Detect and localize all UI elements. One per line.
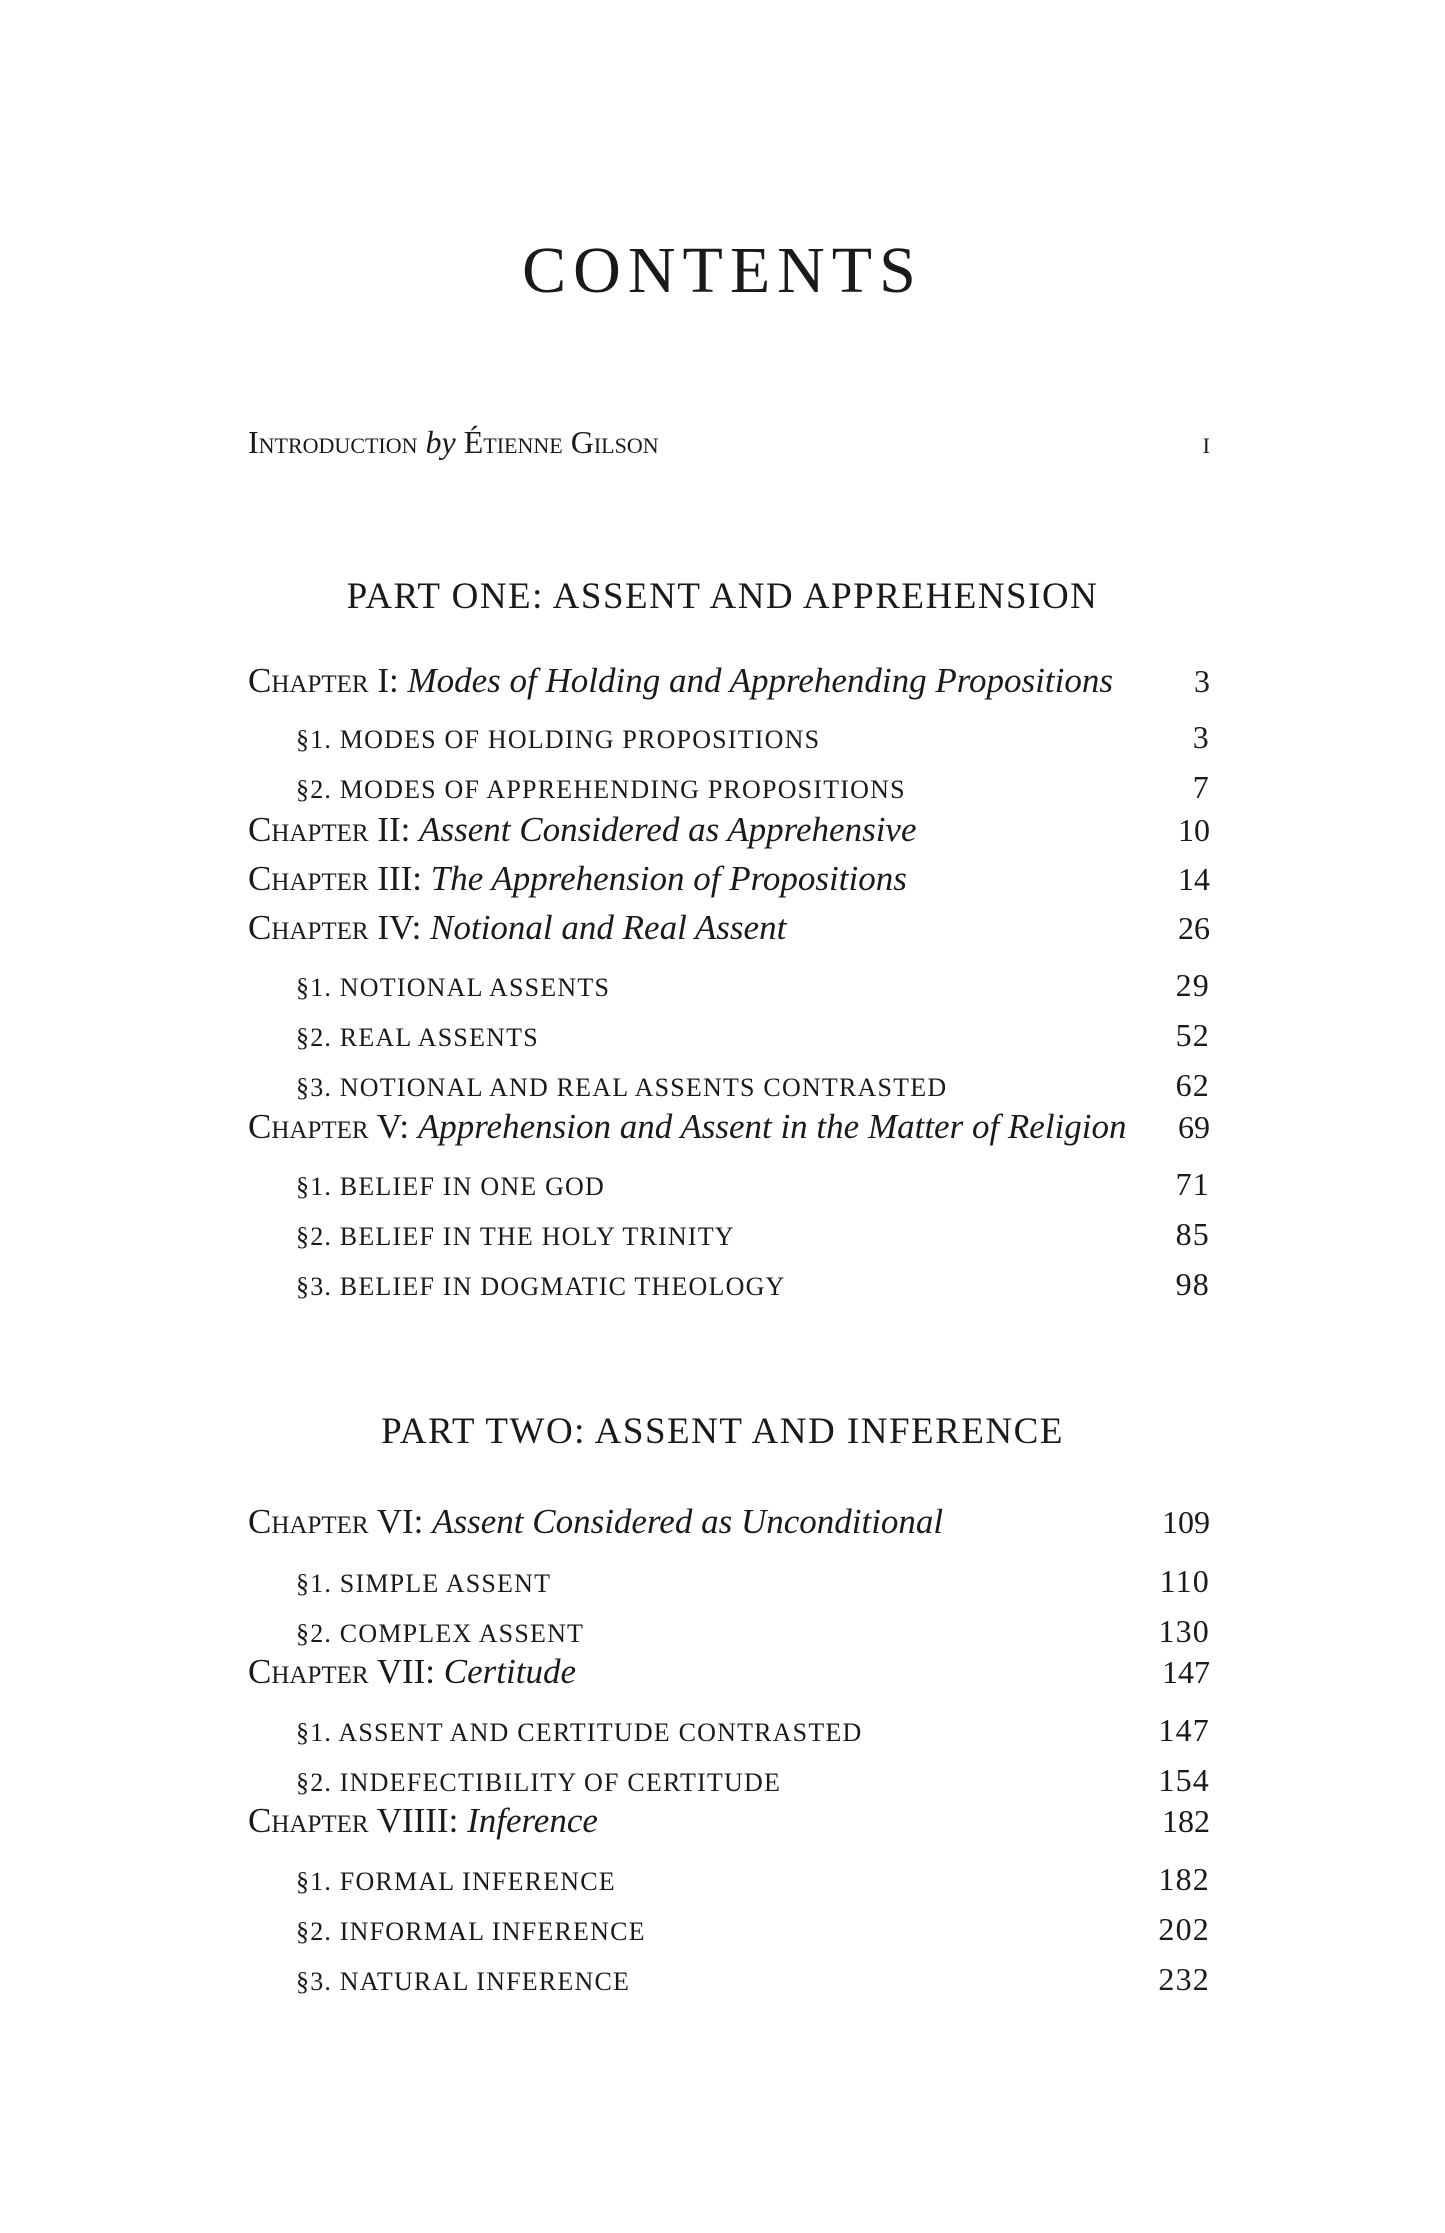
chapter-prefix: Chapter VIIII: bbox=[248, 1801, 459, 1840]
chapter-title: Notional and Real Assent bbox=[430, 908, 787, 947]
page-number: 10 bbox=[1178, 812, 1210, 848]
toc-entry-section[interactable] bbox=[248, 1861, 1210, 1898]
page-number: 71 bbox=[1175, 1166, 1210, 1202]
chapter-title: Assent Considered as Unconditional bbox=[432, 1502, 944, 1541]
page-number: 109 bbox=[1162, 1504, 1210, 1540]
toc-entry-section[interactable] bbox=[248, 1017, 1210, 1054]
page-number: 85 bbox=[1175, 1216, 1210, 1252]
toc-entry-section[interactable] bbox=[248, 1216, 1210, 1253]
toc-entry-introduction[interactable] bbox=[248, 424, 1210, 461]
page-number: 130 bbox=[1158, 1613, 1210, 1649]
section-label: §2. REAL ASSENTS bbox=[296, 1023, 539, 1052]
section-label: §2. COMPLEX ASSENT bbox=[296, 1619, 585, 1648]
page-number: 62 bbox=[1175, 1067, 1210, 1103]
section-label: §1. ASSENT AND CERTITUDE CONTRASTED bbox=[296, 1718, 863, 1747]
chapter-prefix: Chapter II: bbox=[248, 810, 411, 849]
section-label: §2. INDEFECTIBILITY OF CERTITUDE bbox=[296, 1768, 782, 1797]
toc-entry-section[interactable] bbox=[248, 1712, 1210, 1749]
page-number: 147 bbox=[1162, 1654, 1210, 1690]
toc-entry-section[interactable] bbox=[248, 769, 1210, 806]
toc-entry-section[interactable] bbox=[248, 1911, 1210, 1948]
chapter-prefix: Chapter VII: bbox=[248, 1652, 436, 1691]
page-number: 98 bbox=[1175, 1266, 1210, 1302]
page-number: 3 bbox=[1192, 719, 1210, 755]
section-label: §1. FORMAL INFERENCE bbox=[296, 1867, 616, 1896]
page-number: 7 bbox=[1192, 769, 1210, 805]
chapter-title: Apprehension and Assent in the Matter of Religion bbox=[417, 1107, 1127, 1146]
chapter-prefix: Chapter V: bbox=[248, 1107, 410, 1146]
page-number: 26 bbox=[1178, 910, 1210, 946]
toc-entry-chapter-6[interactable] bbox=[248, 1502, 1210, 1542]
section-label: §3. NOTIONAL AND REAL ASSENTS CONTRASTED bbox=[296, 1073, 948, 1102]
chapter-title: The Apprehension of Propositions bbox=[430, 859, 907, 898]
page-number: 29 bbox=[1175, 967, 1210, 1003]
section-label: §3. BELIEF IN DOGMATIC THEOLOGY bbox=[296, 1272, 786, 1301]
chapter-prefix: Chapter IV: bbox=[248, 908, 422, 947]
chapter-prefix: Chapter VI: bbox=[248, 1502, 424, 1541]
section-label: §1. MODES OF HOLDING PROPOSITIONS bbox=[296, 725, 821, 754]
part-heading-one: PART ONE: ASSENT AND APPREHENSION bbox=[346, 576, 1099, 617]
chapter-title: Inference bbox=[467, 1801, 598, 1840]
toc-entry-chapter-1[interactable] bbox=[248, 661, 1210, 701]
page-number: 147 bbox=[1158, 1712, 1210, 1748]
intro-page-number: i bbox=[1202, 424, 1210, 460]
chapter-prefix: Chapter III: bbox=[248, 859, 423, 898]
toc-entry-section[interactable] bbox=[248, 1762, 1210, 1799]
page-number: 3 bbox=[1194, 663, 1210, 699]
chapter-prefix: Chapter I: bbox=[248, 661, 399, 700]
page-number: 69 bbox=[1178, 1109, 1210, 1145]
toc-entry-chapter-7[interactable] bbox=[248, 1652, 1210, 1692]
toc-entry-chapter-3[interactable] bbox=[248, 859, 1210, 899]
page-number: 110 bbox=[1159, 1563, 1210, 1599]
section-label: §3. NATURAL INFERENCE bbox=[296, 1967, 631, 1996]
toc-entry-section[interactable] bbox=[248, 1961, 1210, 1998]
section-label: §1. NOTIONAL ASSENTS bbox=[296, 973, 611, 1002]
toc-entry-chapter-5[interactable] bbox=[248, 1107, 1210, 1147]
toc-entry-chapter-8[interactable] bbox=[248, 1801, 1210, 1841]
section-label: §2. BELIEF IN THE HOLY TRINITY bbox=[296, 1222, 735, 1251]
section-label: §2. INFORMAL INFERENCE bbox=[296, 1917, 646, 1946]
toc-entry-section[interactable] bbox=[248, 967, 1210, 1004]
intro-label bbox=[248, 424, 659, 461]
page-number: 154 bbox=[1158, 1762, 1210, 1798]
page-number: 52 bbox=[1175, 1017, 1210, 1053]
chapter-title: Certitude bbox=[443, 1652, 576, 1691]
toc-entry-section[interactable] bbox=[248, 1613, 1210, 1650]
chapter-title: Modes of Holding and Apprehending Propositions bbox=[407, 661, 1113, 700]
section-label: §1. SIMPLE ASSENT bbox=[296, 1569, 552, 1598]
part-heading-two: PART TWO: ASSENT AND INFERENCE bbox=[381, 1411, 1064, 1452]
page-number: 202 bbox=[1158, 1911, 1210, 1947]
intro-by: by bbox=[425, 424, 456, 460]
toc-entry-section[interactable] bbox=[248, 1266, 1210, 1303]
page-number: 14 bbox=[1178, 861, 1210, 897]
toc-entry-section[interactable] bbox=[248, 1067, 1210, 1104]
toc-entry-section[interactable] bbox=[248, 1563, 1210, 1600]
section-label: §1. BELIEF IN ONE GOD bbox=[296, 1172, 606, 1201]
page-number: 232 bbox=[1158, 1961, 1210, 1997]
intro-prefix: Introduction bbox=[248, 424, 418, 460]
page-number: 182 bbox=[1162, 1803, 1210, 1839]
toc-entry-chapter-2[interactable] bbox=[248, 810, 1210, 850]
toc-entry-section[interactable] bbox=[248, 719, 1210, 756]
page-title: CONTENTS bbox=[522, 234, 923, 307]
intro-author: Étienne Gilson bbox=[463, 424, 659, 460]
chapter-title: Assent Considered as Apprehensive bbox=[419, 810, 917, 849]
page-number: 182 bbox=[1158, 1861, 1210, 1897]
toc-entry-chapter-4[interactable] bbox=[248, 908, 1210, 948]
section-label: §2. MODES OF APPREHENDING PROPOSITIONS bbox=[296, 775, 906, 804]
toc-entry-section[interactable] bbox=[248, 1166, 1210, 1203]
